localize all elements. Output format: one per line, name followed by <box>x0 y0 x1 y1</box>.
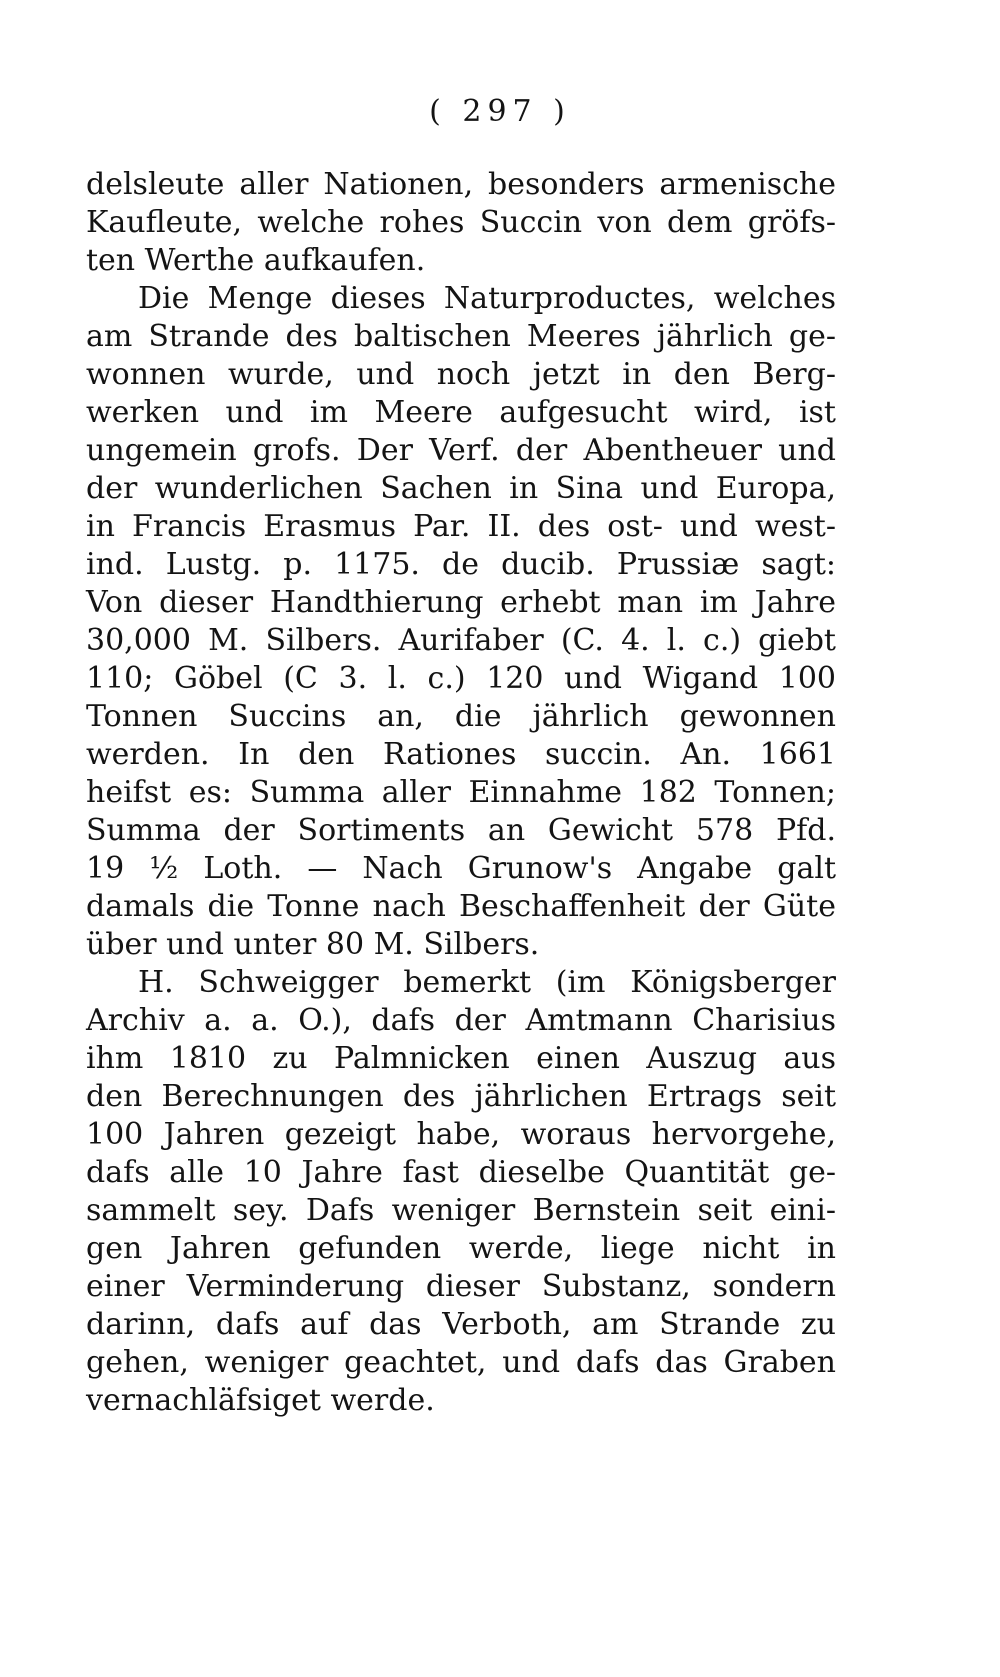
text-line: ungemein grofs. Der Verf. der Abentheuer und <box>86 433 836 468</box>
body-text <box>86 166 836 1420</box>
text-line: Archiv a. a. O.), dafs der Amtmann Charisius <box>86 1003 836 1038</box>
text-line: werken und im Meere aufgesucht wird, ist <box>86 395 836 430</box>
text-line: 19 ½ Loth. — Nach Grunow's Angabe galt <box>86 851 836 886</box>
text-line: sammelt sey. Dafs weniger Bernstein seit eini- <box>86 1193 836 1228</box>
text-line: den Berechnungen des jährlichen Ertrags seit <box>86 1079 836 1114</box>
text-line: dafs alle 10 Jahre fast dieselbe Quantität ge- <box>86 1155 836 1190</box>
page-number: ( 297 ) <box>429 94 571 129</box>
text-line: wonnen wurde, und noch jetzt in den Berg- <box>86 357 836 392</box>
text-line: 30,000 M. Silbers. Aurifaber (C. 4. l. c.) giebt <box>86 623 836 658</box>
text-line: ten Werthe aufkaufen. <box>86 243 426 278</box>
text-line: Summa der Sortiments an Gewicht 578 Pfd. <box>86 813 836 848</box>
text-line: einer Verminderung dieser Substanz, sondern <box>86 1269 836 1304</box>
text-line: werden. In den Rationes succin. An. 1661 <box>86 737 836 772</box>
text-line: gen Jahren gefunden werde, liege nicht in <box>86 1231 836 1266</box>
text-line: Von dieser Handthierung erhebt man im Jahre <box>86 585 836 620</box>
text-line: am Strande des baltischen Meeres jährlich ge- <box>86 319 836 354</box>
text-line: 110; Göbel (C 3. l. c.) 120 und Wigand 100 <box>86 661 836 696</box>
text-line: der wunderlichen Sachen in Sina und Europa, <box>86 471 836 506</box>
text-line: vernachläfsiget werde. <box>86 1383 435 1418</box>
text-line: ihm 1810 zu Palmnicken einen Auszug aus <box>86 1041 836 1076</box>
text-line: ind. Lustg. p. 1175. de ducib. Prussiæ sagt: <box>86 547 836 582</box>
text-line: 100 Jahren gezeigt habe, woraus hervorgehe, <box>86 1117 836 1152</box>
paragraph-start-line: H. Schweigger bemerkt (im Königsberger <box>138 965 836 1000</box>
text-line: Kaufleute, welche rohes Succin von dem gröfs- <box>86 205 836 240</box>
text-line: Tonnen Succins an, die jährlich gewonnen <box>86 699 836 734</box>
text-line: heifst es: Summa aller Einnahme 182 Tonnen; <box>86 775 836 810</box>
text-line: darinn, dafs auf das Verboth, am Strande zu <box>86 1307 836 1342</box>
text-line: gehen, weniger geachtet, und dafs das Graben <box>86 1345 836 1380</box>
paragraph-start-line: Die Menge dieses Naturproductes, welches <box>138 281 836 316</box>
text-line: über und unter 80 M. Silbers. <box>86 927 540 962</box>
text-line: delsleute aller Nationen, besonders armenische <box>86 167 836 202</box>
text-line: in Francis Erasmus Par. II. des ost- und west- <box>86 509 836 544</box>
text-line: damals die Tonne nach Beschaffenheit der Güte <box>86 889 836 924</box>
